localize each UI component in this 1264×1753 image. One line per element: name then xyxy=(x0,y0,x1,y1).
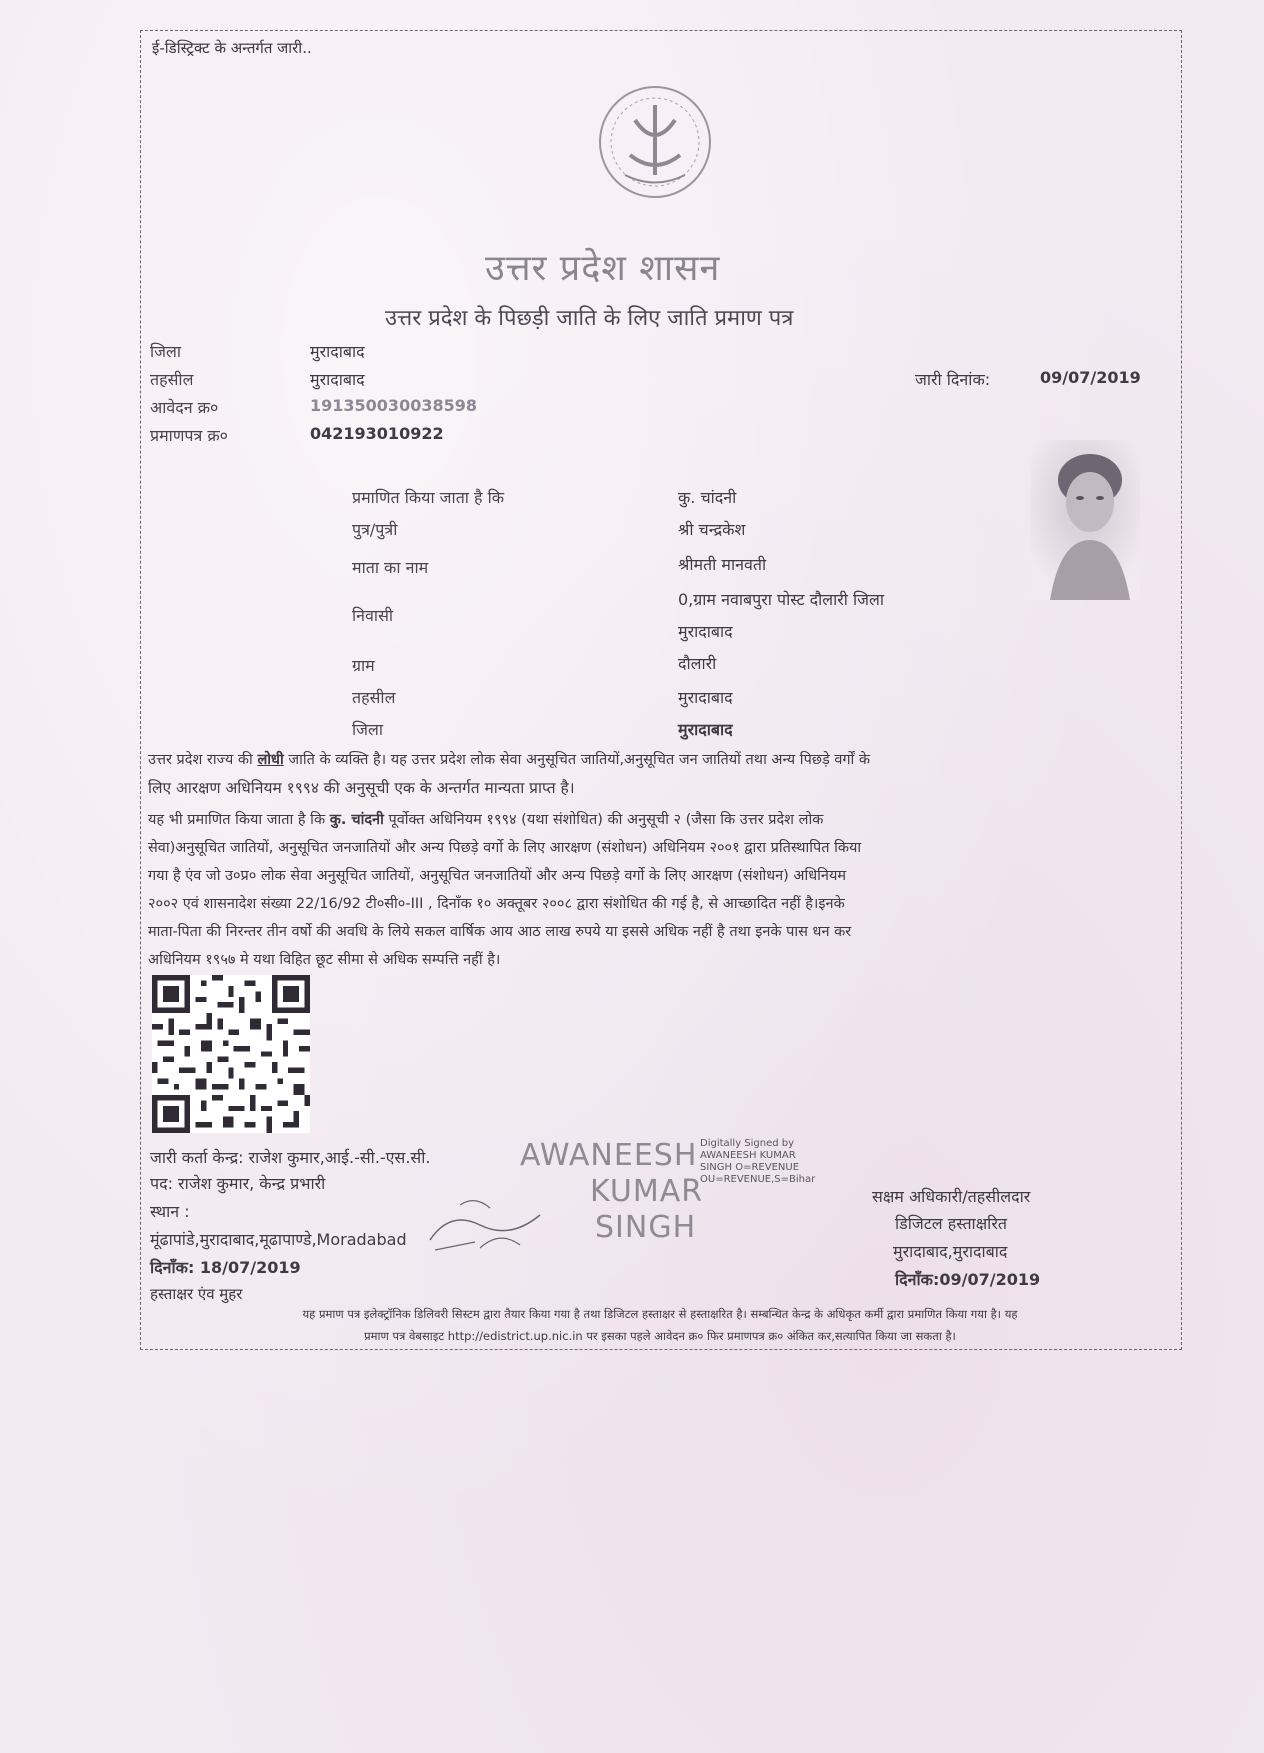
income-name: कु. चांदनी xyxy=(329,812,384,828)
income-line1-suffix: पूर्वोक्त अधिनियम १९९४ (यथा संशोधित) की अनुसूची २ (जैसा कि उत्तर प्रदेश लोक xyxy=(388,812,824,828)
issuer-sign-label: हस्ताक्षर एंव मुहर xyxy=(150,1285,243,1303)
digital-sign-name-1: AWANEESH xyxy=(520,1138,698,1173)
page-title: उत्तर प्रदेश शासन xyxy=(485,248,721,289)
resident-label: निवासी xyxy=(352,606,394,625)
applicant-photo xyxy=(1030,440,1140,600)
income-line5: माता-पिता की निरन्तर तीन वर्षो की अवधि के लिये सकल वार्षिक आय आठ लाख रुपये या इससे अधिक नहीं है तथा इनके पास धन कर xyxy=(148,924,852,940)
application-label: आवेदन क्र० xyxy=(150,398,219,417)
digital-sign-name-2: KUMAR xyxy=(590,1174,704,1209)
resident-value-1: 0,ग्राम नवाबपुरा पोस्ट दौलारी जिला xyxy=(678,590,885,609)
certify-label: प्रमाणित किया जाता है कि xyxy=(352,488,505,507)
issuer-date: दिनाँक: 18/07/2019 xyxy=(150,1258,301,1277)
footer-line1: यह प्रमाण पत्र इलेक्ट्रॉनिक डिलिवरी सिस्टम द्वारा तैयार किया गया है तथा डिजिटल हस्ताक्षर से हस्ताक्षरित है। सम्बन्धित केन्द्र के अधिकृत कर्मी द्वारा प्रमाणित किया गया है। यह xyxy=(302,1307,1018,1321)
authority-place: मुरादाबाद,मुरादाबाद xyxy=(893,1242,1008,1261)
footer-note xyxy=(150,1303,1170,1347)
income-line4: २००२ एवं शासनादेश संख्या 22/16/92 टी०सी०-III , दिनाँक १० अक्तूबर २००८ द्वारा संशोधित की गई है, से आच्छादित नहीं है।इनके xyxy=(148,896,845,912)
village-label: ग्राम xyxy=(352,656,375,675)
certify-value: कु. चांदनी xyxy=(678,488,737,507)
village-value: दौलारी xyxy=(678,654,717,673)
caste-name: लोधी xyxy=(257,752,284,768)
digital-sign-detail-2: AWANEESH KUMAR xyxy=(700,1150,796,1161)
application-value: 191350030038598 xyxy=(310,396,477,415)
paragraph-income xyxy=(148,806,1168,974)
tehsil-value: मुरादाबाद xyxy=(310,370,365,389)
income-line3: गया है एंव जो उ०प्र० लोक सेवा अनुसूचित जातियों, अनुसूचित जनजातियों और अन्य पिछड़े वर्गो के लिए आरक्षण (संशोधन) अधिनियम xyxy=(148,868,847,884)
district-label: जिला xyxy=(150,342,182,361)
caste-line2: लिए आरक्षण अधिनियम १९९४ की अनुसूची एक के अन्तर्गत मान्यता प्राप्त है। xyxy=(148,779,575,797)
qr-code xyxy=(152,975,310,1133)
page-subtitle: उत्तर प्रदेश के पिछड़ी जाति के लिए जाति प्रमाण पत्र xyxy=(385,306,794,331)
detail-tehsil-label: तहसील xyxy=(352,688,396,707)
caste-line1-suffix: जाति के व्यक्ति है। यह उत्तर प्रदेश लोक सेवा अनुसूचित जातियों,अनुसूचित जन जातियों तथा अन्य पिछड़े वर्गों के xyxy=(288,752,871,768)
digital-sign-name-3: SINGH xyxy=(595,1210,697,1245)
resident-value-2: मुरादाबाद xyxy=(678,622,733,641)
mother-label: माता का नाम xyxy=(352,558,429,577)
certificate-value: 042193010922 xyxy=(310,424,444,443)
detail-district-value: मुरादाबाद xyxy=(678,720,733,739)
authority-digital: डिजिटल हस्ताक्षरित xyxy=(895,1214,1007,1233)
issuer-place-value: मूंढापांडे,मुरादाबाद,मूढापाण्डे,Moradabad xyxy=(150,1230,407,1249)
footer-line2: प्रमाण पत्र वेबसाइट http://edistrict.up.nic.in पर इसका पहले आवेदन क्र० फिर प्रमाणपत्र क्र० अंकित कर,सत्यापित किया जा सकता है। xyxy=(364,1329,956,1343)
tehsil-label: तहसील xyxy=(150,370,194,389)
income-line6: अधिनियम १९५७ मे यथा विहित छूट सीमा से अधिक सम्पत्ति नहीं है। xyxy=(148,952,501,968)
parent-label: पुत्र/पुत्री xyxy=(352,520,398,539)
issuer-center: जारी कर्ता केन्द्र: राजेश कुमार,आई.-सी.-एस.सी. xyxy=(150,1148,431,1167)
mother-value: श्रीमती मानवती xyxy=(678,555,767,574)
digital-sign-detail-3: SINGH O=REVENUE xyxy=(700,1162,800,1173)
authority-title: सक्षम अधिकारी/तहसीलदार xyxy=(872,1187,1031,1206)
detail-district-label: जिला xyxy=(352,720,384,739)
certificate-label: प्रमाणपत्र क्र० xyxy=(150,426,228,445)
issuer-post: पद: राजेश कुमार, केन्द्र प्रभारी xyxy=(150,1174,326,1193)
digital-sign-detail-4: OU=REVENUE,S=Bihar xyxy=(700,1174,816,1185)
detail-tehsil-value: मुरादाबाद xyxy=(678,688,733,707)
district-value: मुरादाबाद xyxy=(310,342,365,361)
paragraph-caste xyxy=(148,746,1168,802)
income-line1-prefix: यह भी प्रमाणित किया जाता है कि xyxy=(148,812,326,828)
handwritten-signature xyxy=(420,1190,560,1260)
authority-date: दिनाँक:09/07/2019 xyxy=(895,1270,1041,1289)
issue-date-label: जारी दिनांक: xyxy=(915,370,991,389)
digital-sign-detail-1: Digitally Signed by xyxy=(700,1138,795,1149)
header-note: ई-डिस्ट्रिक्ट के अन्तर्गत जारी.. xyxy=(152,39,312,57)
caste-line1-prefix: उत्तर प्रदेश राज्य की xyxy=(148,752,253,768)
issuer-place-label: स्थान : xyxy=(150,1202,190,1221)
emblem-icon xyxy=(585,80,725,210)
income-line2: सेवा)अनुसूचित जातियों, अनुसूचित जनजातियों और अन्य पिछड़े वर्गो के लिए आरक्षण (संशोधन) अधिनियम २००१ द्वारा प्रतिस्थापित किया xyxy=(148,840,862,856)
digital-sign-detail xyxy=(700,1138,815,1186)
issue-date-value: 09/07/2019 xyxy=(1040,368,1141,387)
parent-value: श्री चन्द्रकेश xyxy=(678,520,746,539)
